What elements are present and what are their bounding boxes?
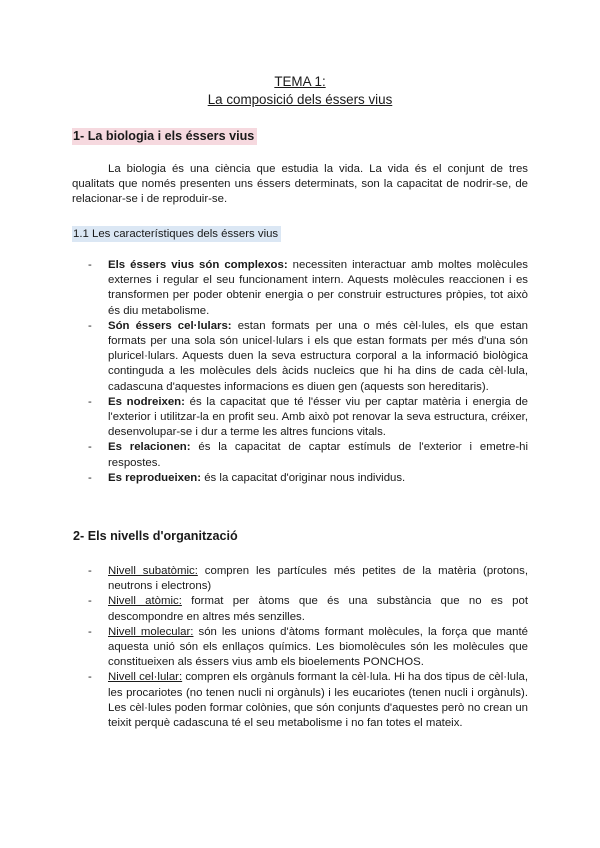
- list-item-text: és la capacitat que té l'ésser viu per captar matèria i energia de l'exterior i utilitzar-la en profit seu. Amb això pot renovar la seva estructura, créixer, desenvolupar-se i dur a terme les altres funcions vitals.: [108, 395, 528, 439]
- list-item: [72, 594, 528, 624]
- list-item: [72, 564, 528, 594]
- section-2-heading: 2- Els nivells d'organització: [73, 529, 238, 543]
- list-item: [72, 471, 528, 486]
- organization-levels-list: [72, 564, 528, 731]
- list-bullet: -: [88, 565, 92, 577]
- list-item: [72, 395, 528, 441]
- characteristics-list: [72, 258, 528, 486]
- list-item: [72, 258, 528, 319]
- title-line-1: TEMA 1:: [274, 74, 326, 89]
- list-item-term: Es relacionen:: [108, 441, 191, 454]
- section-1-1-subheading: 1.1 Les característiques dels éssers vius: [72, 226, 281, 242]
- list-item-term: Nivell subatòmic:: [108, 565, 198, 577]
- title-line-2: La composició dels éssers vius: [207, 92, 393, 107]
- list-item-text: són les unions d'àtoms formant molècules, la força que manté aquesta unió són els enllaços químics. Les biomolècules són les molècules que constitueixen als éssers vius amb els bioelements PONCHOS.: [108, 625, 528, 669]
- list-bullet: -: [88, 441, 92, 454]
- list-item-text: necessiten interactuar amb moltes molècules externes i regular el seu funcionament intern. Aquests molècules reaccionen i es transformen per poder obtenir energia o per construir estructures pròpies, tot això és diu metabolisme.: [108, 259, 528, 317]
- list-item: [72, 440, 528, 470]
- list-item-term: Es reprodueixen:: [108, 471, 202, 484]
- list-item-term: Nivell molecular:: [108, 625, 194, 638]
- list-bullet: -: [88, 259, 92, 271]
- section-1-paragraph: [72, 162, 528, 208]
- list-item-term: Es nodreixen:: [108, 395, 185, 408]
- list-item: [72, 670, 528, 731]
- list-bullet: -: [88, 625, 92, 638]
- document-title: [0, 73, 600, 109]
- list-item: [72, 319, 528, 395]
- list-item-text: compren els orgànuls formant la cèl·lula. Hi ha dos tipus de cèl·lula, les procariotes (no tenen nucli ni orgànuls) i les eucariotes (tenen nucli i orgànuls). Les cèl·lules poden formar colònies, que són conjunts d'aquestes però no crean un teixit perquè cadascuna té el seu metabolisme i no fan totes el mateix.: [108, 671, 528, 730]
- section-1-heading: 1- La biologia i els éssers vius: [72, 128, 257, 145]
- list-bullet: -: [88, 671, 92, 684]
- list-item-text: compren les partícules més petites de la matèria (protons, neutrons i electrons): [108, 565, 528, 593]
- list-bullet: -: [88, 595, 92, 608]
- list-item-text: estan formats per una o més cèl·lules, els que estan formats per una sola són unicel·lulars i els que estan formats per més d'una són pluricel·lulars. Aquests duen la seva estructura corporal a la informació biològica continguda a les molècules dels àcids nucleics que hi ha dins de cada cèl·lula, cadascuna d'aquestes informacions es diuen gen (aquests son hereditaris).: [108, 319, 529, 393]
- list-item-text: és la capacitat d'originar nous individus.: [201, 471, 406, 484]
- list-item-term: Són éssers cel·lulars:: [108, 319, 232, 332]
- list-item: [72, 625, 528, 671]
- list-item-term: Els éssers vius són complexos:: [108, 259, 288, 271]
- list-bullet: -: [88, 471, 92, 484]
- list-item-text: és la capacitat de captar estímuls de l'exterior i emetre-hi respostes.: [108, 441, 528, 469]
- list-item-text: format per àtoms que és una substància que no es pot descompondre en altres més senzilles.: [108, 595, 529, 623]
- intro-paragraph: La biologia és una ciència que estudia la vida. La vida és el conjunt de tres qualitats que només presenten uns éssers determinats, son la capacitat de nodrir-se, de relacionar-se i de reproduir-se.: [72, 163, 528, 206]
- list-item-term: Nivell cel·lular:: [108, 671, 183, 684]
- list-bullet: -: [88, 319, 92, 332]
- list-bullet: -: [88, 395, 92, 408]
- list-item-term: Nivell atòmic:: [108, 595, 182, 608]
